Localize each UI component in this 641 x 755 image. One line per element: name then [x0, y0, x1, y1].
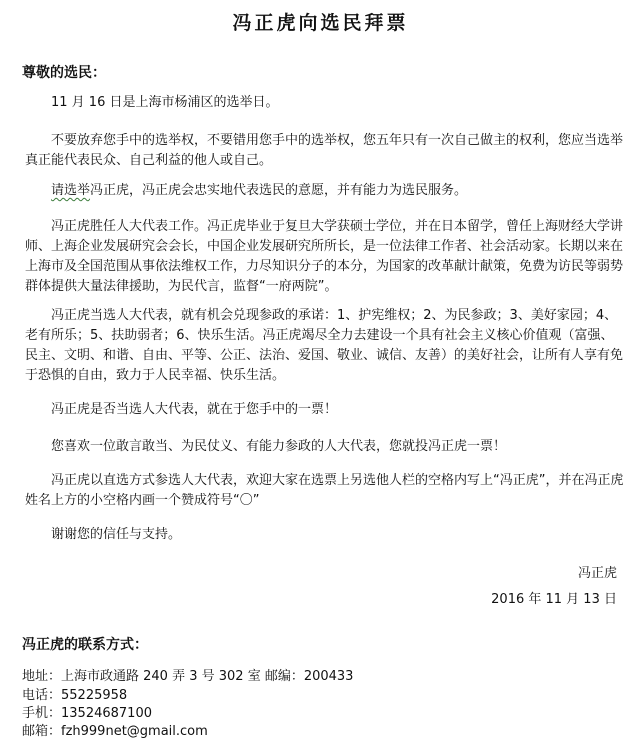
- paragraph-please-vote-text: 冯正虎，冯正虎会忠实地代表选民的意愿，并有能力为选民服务。: [90, 183, 468, 198]
- contact-address: 地址：上海市政通路 240 弄 3 号 302 室 邮编：200433: [22, 669, 354, 684]
- paragraph-qualifications: 冯正虎胜任人大代表工作。冯正虎毕业于复旦大学获硕士学位，并在日本留学，曾任上海财经大学讲师、上海企业发展研究会会长，中国企业发展研究所所长，是一位法律工作者、社会活动家。长期以来在上海市及全国范围从事依法维权工作，力尽知识分子的本分，为国家的改革献计献策，免费为访民等弱势群体提供大量法律援助，为民代言，监督“一府两院”。: [25, 219, 624, 294]
- paragraph-how-to-vote: 冯正虎以直选方式参选人大代表，欢迎大家在选票上另选他人栏的空格内写上“冯正虎”，并在冯正虎姓名上方的小空格内画一个赞成符号“〇”: [25, 473, 624, 508]
- contact-mobile: 手机：13524687100: [22, 706, 152, 721]
- paragraph-your-vote: 冯正虎是否当选人大代表，就在于您手中的一票！: [51, 402, 338, 417]
- salutation: 尊敬的选民：: [22, 65, 106, 81]
- signature-date: 2016 年 11 月 13 日: [491, 592, 617, 607]
- underlined-phrase: 请选举: [51, 183, 91, 198]
- contact-heading: 冯正虎的联系方式：: [22, 637, 148, 653]
- contact-phone: 电话：55225958: [22, 688, 128, 703]
- contact-email: 邮箱：fzh999net@gmail.com: [22, 724, 208, 739]
- paragraph-please-vote: [25, 181, 625, 201]
- paragraph-election-day: 11 月 16 日是上海市杨浦区的选举日。: [51, 95, 279, 110]
- paragraph-vote-right: 不要放弃您手中的选举权，不要错用您手中的选举权，您五年只有一次自己做主的权利，您应当选举真正能代表民众、自己利益的他人或自己。: [25, 133, 624, 168]
- page-title: 冯正虎向选民拜票: [232, 12, 409, 34]
- paragraph-promises: 冯正虎当选人大代表，就有机会兑现参政的承诺：1、护宪维权；2、为民参政；3、美好家园；4、老有所乐；5、扶助弱者；6、快乐生活。冯正虎竭尽全力去建设一个具有社会主义核心价值观（富强、民主、文明、和谐、自由、平等、公正、法治、爱国、敬业、诚信、友善）的美好社会，让所有人享有免于恐惧的自由，致力于人民幸福、快乐生活。: [25, 308, 624, 383]
- signature-name: 冯正虎: [577, 566, 617, 581]
- paragraph-thanks: 谢谢您的信任与支持。: [51, 527, 182, 542]
- paragraph-appeal: 您喜欢一位敢言敢当、为民仗义、有能力参政的人大代表，您就投冯正虎一票！: [51, 439, 507, 454]
